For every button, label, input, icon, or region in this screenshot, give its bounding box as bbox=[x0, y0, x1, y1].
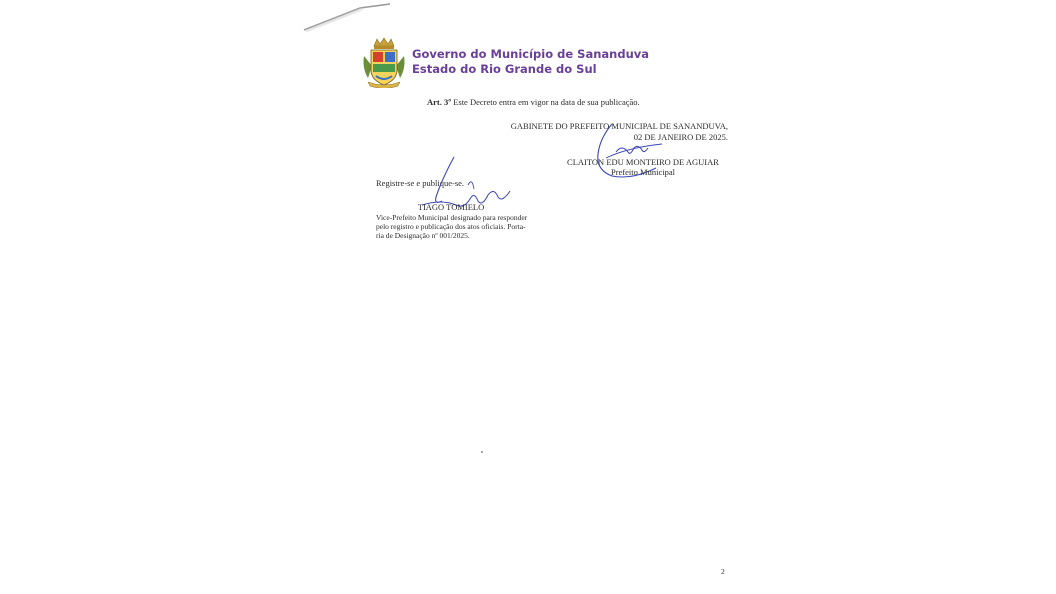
article-label: Art. 3º bbox=[427, 97, 452, 107]
register-publish-line: Registre-se e publique-se. bbox=[376, 178, 465, 188]
letterhead-title bbox=[412, 47, 649, 77]
vice-desc-line-1: Vice-Prefeito Municipal designado para responder bbox=[376, 213, 528, 222]
vice-mayor-name: TIAGO TOMIELO bbox=[417, 202, 485, 212]
mayor-name: CLAITON EDU MONTEIRO DE AGUIAR bbox=[567, 157, 719, 167]
vice-mayor-description bbox=[376, 213, 551, 240]
scan-artifact-line bbox=[300, 0, 400, 40]
municipal-crest-icon bbox=[360, 36, 408, 88]
place-line: GABINETE DO PREFEITO MUNICIPAL DE SANANDUVA, bbox=[510, 121, 728, 131]
mayor-title: Prefeito Municipal bbox=[611, 167, 675, 177]
date-line: 02 DE JANEIRO DE 2025. bbox=[633, 132, 728, 142]
letterhead-line-2: Estado do Rio Grande do Sul bbox=[412, 62, 597, 76]
letterhead-line-1: Governo do Município de Sananduva bbox=[412, 47, 650, 61]
article-3 bbox=[427, 97, 640, 107]
letterhead bbox=[360, 36, 680, 88]
mayor-signature-block bbox=[561, 157, 725, 177]
vice-desc-line-2: pelo registro e publicação dos atos oficiais. Porta- bbox=[376, 222, 526, 231]
scan-speck bbox=[481, 451, 483, 453]
page-number: 2 bbox=[721, 567, 725, 576]
article-text: Este Decreto entra em vigor na data de sua publicação. bbox=[453, 97, 640, 107]
vice-desc-line-3: ria de Designação nº 001/2025. bbox=[376, 231, 470, 240]
